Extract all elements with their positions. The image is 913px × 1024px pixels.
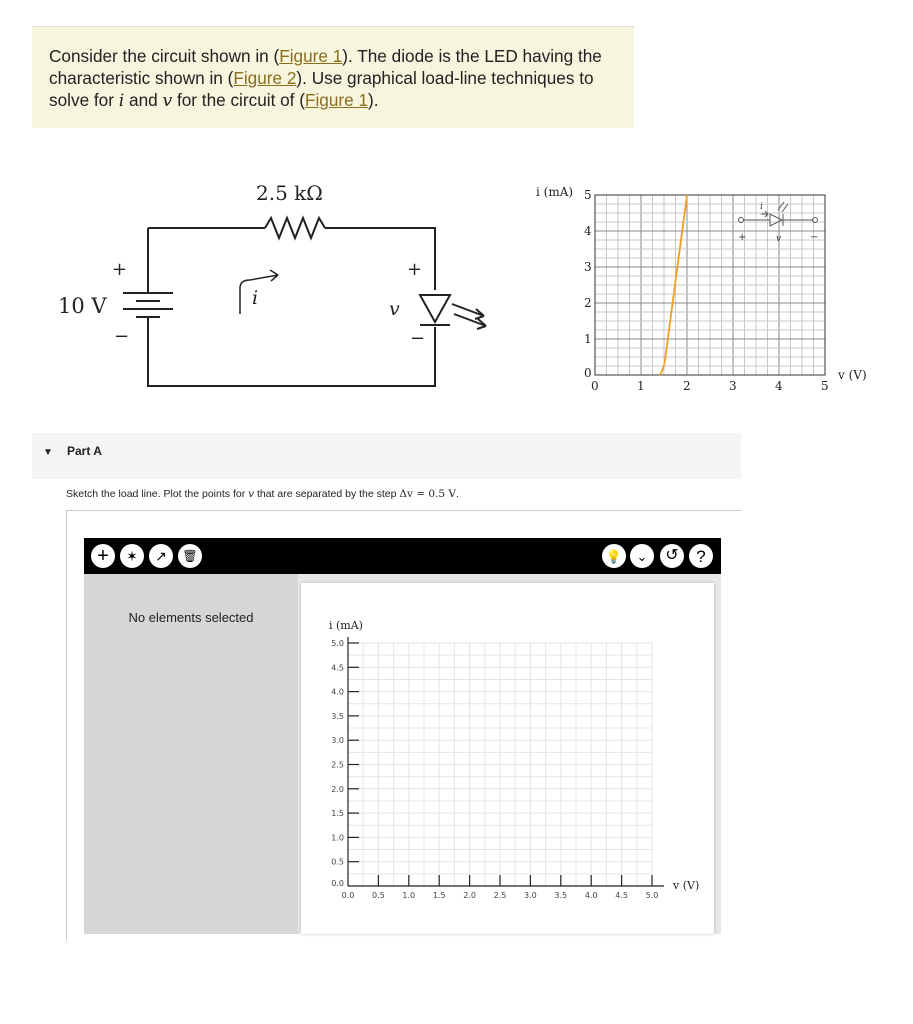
problem-statement bbox=[32, 26, 634, 128]
plot-x-tick-label: 0.0 bbox=[341, 891, 355, 900]
led-y-tick: 1 bbox=[584, 332, 592, 346]
circuit-figure bbox=[40, 170, 500, 400]
led-y-tick: 4 bbox=[584, 224, 592, 238]
plot-y-tick-label: 2.0 bbox=[331, 784, 344, 794]
plot-x-tick-label: 1.5 bbox=[432, 891, 446, 900]
led-symbol bbox=[420, 295, 486, 329]
led-x-tick: 5 bbox=[821, 379, 829, 393]
plot-x-tick-label: 2.5 bbox=[493, 891, 507, 900]
resistor-symbol bbox=[265, 218, 325, 238]
led-y-tick: 3 bbox=[584, 260, 592, 274]
plot-y-tick-label: 3.0 bbox=[331, 736, 344, 746]
plot-x-tick-label: 5.0 bbox=[645, 891, 659, 900]
voltage-label: v bbox=[389, 298, 400, 320]
led-x-tick: 1 bbox=[637, 379, 645, 393]
figure-1-link[interactable]: Figure 1 bbox=[279, 46, 343, 66]
plot-y-tick-label: 4.5 bbox=[331, 663, 344, 673]
more-options-button[interactable]: ⌄ bbox=[630, 544, 654, 568]
reset-button[interactable]: ↺ bbox=[660, 544, 684, 568]
plot-y-tick-label: 2.5 bbox=[331, 760, 344, 770]
delete-button[interactable]: 🗑 bbox=[178, 544, 202, 568]
plot-y-tick-label: 5.0 bbox=[331, 639, 344, 648]
plot-x-axis-label: v (V) bbox=[673, 879, 700, 892]
plot-x-tick-label: 1.0 bbox=[402, 891, 416, 900]
battery-symbol bbox=[123, 293, 173, 317]
part-a-header[interactable] bbox=[32, 433, 741, 479]
plot-y-tick-label: 3.5 bbox=[331, 711, 344, 721]
plot-x-tick-label: 4.5 bbox=[615, 891, 628, 900]
inset-minus: − bbox=[810, 232, 819, 243]
plot-x-tick-label: 3.0 bbox=[524, 891, 537, 900]
plot-y-tick-label: 1.0 bbox=[331, 833, 344, 843]
load-line-plot[interactable] bbox=[301, 583, 714, 934]
part-a-title: Part A bbox=[67, 444, 102, 458]
led-y-tick: 5 bbox=[584, 188, 592, 202]
graph-toolbar bbox=[84, 538, 721, 574]
plot-y-tick-label: 1.5 bbox=[331, 809, 344, 819]
led-x-tick: 4 bbox=[775, 379, 783, 393]
source-minus: − bbox=[114, 326, 130, 347]
draw-vector-button[interactable]: ↗ bbox=[149, 544, 173, 568]
hint-button[interactable]: 💡 bbox=[602, 544, 626, 568]
plot-y-tick-label: 0.5 bbox=[331, 857, 344, 867]
figure-1-link-2[interactable]: Figure 1 bbox=[304, 90, 369, 110]
plot-x-tick-label: 3.5 bbox=[554, 891, 568, 900]
led-plus: + bbox=[407, 259, 423, 280]
led-x-axis-label: v (V) bbox=[838, 368, 867, 382]
plot-y-axis-label: i (mA) bbox=[329, 619, 363, 632]
inset-v: v bbox=[776, 234, 782, 244]
inset-plus: + bbox=[738, 232, 747, 243]
plot-x-tick-label: 2.0 bbox=[463, 891, 476, 900]
source-plus: + bbox=[112, 259, 128, 280]
led-x-tick: 2 bbox=[683, 379, 691, 393]
no-selection-message: No elements selected bbox=[128, 610, 254, 625]
led-y-axis-label: i (mA) bbox=[536, 185, 574, 199]
plot-x-tick-label: 4.0 bbox=[584, 891, 598, 900]
figure-2-link[interactable]: Figure 2 bbox=[233, 68, 297, 88]
plot-y-tick-label: 0.0 bbox=[331, 879, 344, 888]
led-grid bbox=[595, 195, 825, 375]
help-button[interactable]: ? bbox=[689, 544, 713, 568]
source-label: 10 V bbox=[58, 294, 107, 318]
plot-grid bbox=[348, 643, 652, 886]
draw-line-button[interactable]: ✶ bbox=[120, 544, 144, 568]
inset-i: i bbox=[760, 202, 763, 212]
resistor-label: 2.5 kΩ bbox=[256, 181, 323, 205]
led-y-tick: 0 bbox=[584, 366, 592, 380]
plot-y-tick-label: 4.0 bbox=[331, 687, 344, 697]
led-y-tick: 2 bbox=[584, 296, 592, 310]
add-point-button[interactable]: + bbox=[91, 544, 115, 568]
collapse-caret-icon[interactable]: ▼ bbox=[43, 447, 53, 458]
led-x-tick: 3 bbox=[729, 379, 737, 393]
current-label: i bbox=[252, 287, 259, 309]
led-minus: − bbox=[410, 328, 426, 349]
element-properties-panel bbox=[84, 574, 298, 934]
var-v: v bbox=[162, 91, 173, 111]
led-characteristic-figure bbox=[520, 180, 880, 410]
problem-text: Consider the circuit shown in (Figure 1). The diode is the LED having the characteristic shown in (Figure 2). Use graphical load-line techniques to solve for i and v for the circuit of (Figure 1). bbox=[49, 46, 602, 111]
led-x-tick: 0 bbox=[591, 379, 599, 393]
plot-x-tick-label: 0.5 bbox=[372, 891, 385, 900]
var-i: i bbox=[118, 91, 125, 111]
part-a-instruction: Sketch the load line. Plot the points for v that are separated by the step Δv = 0.5 V. bbox=[66, 488, 459, 500]
